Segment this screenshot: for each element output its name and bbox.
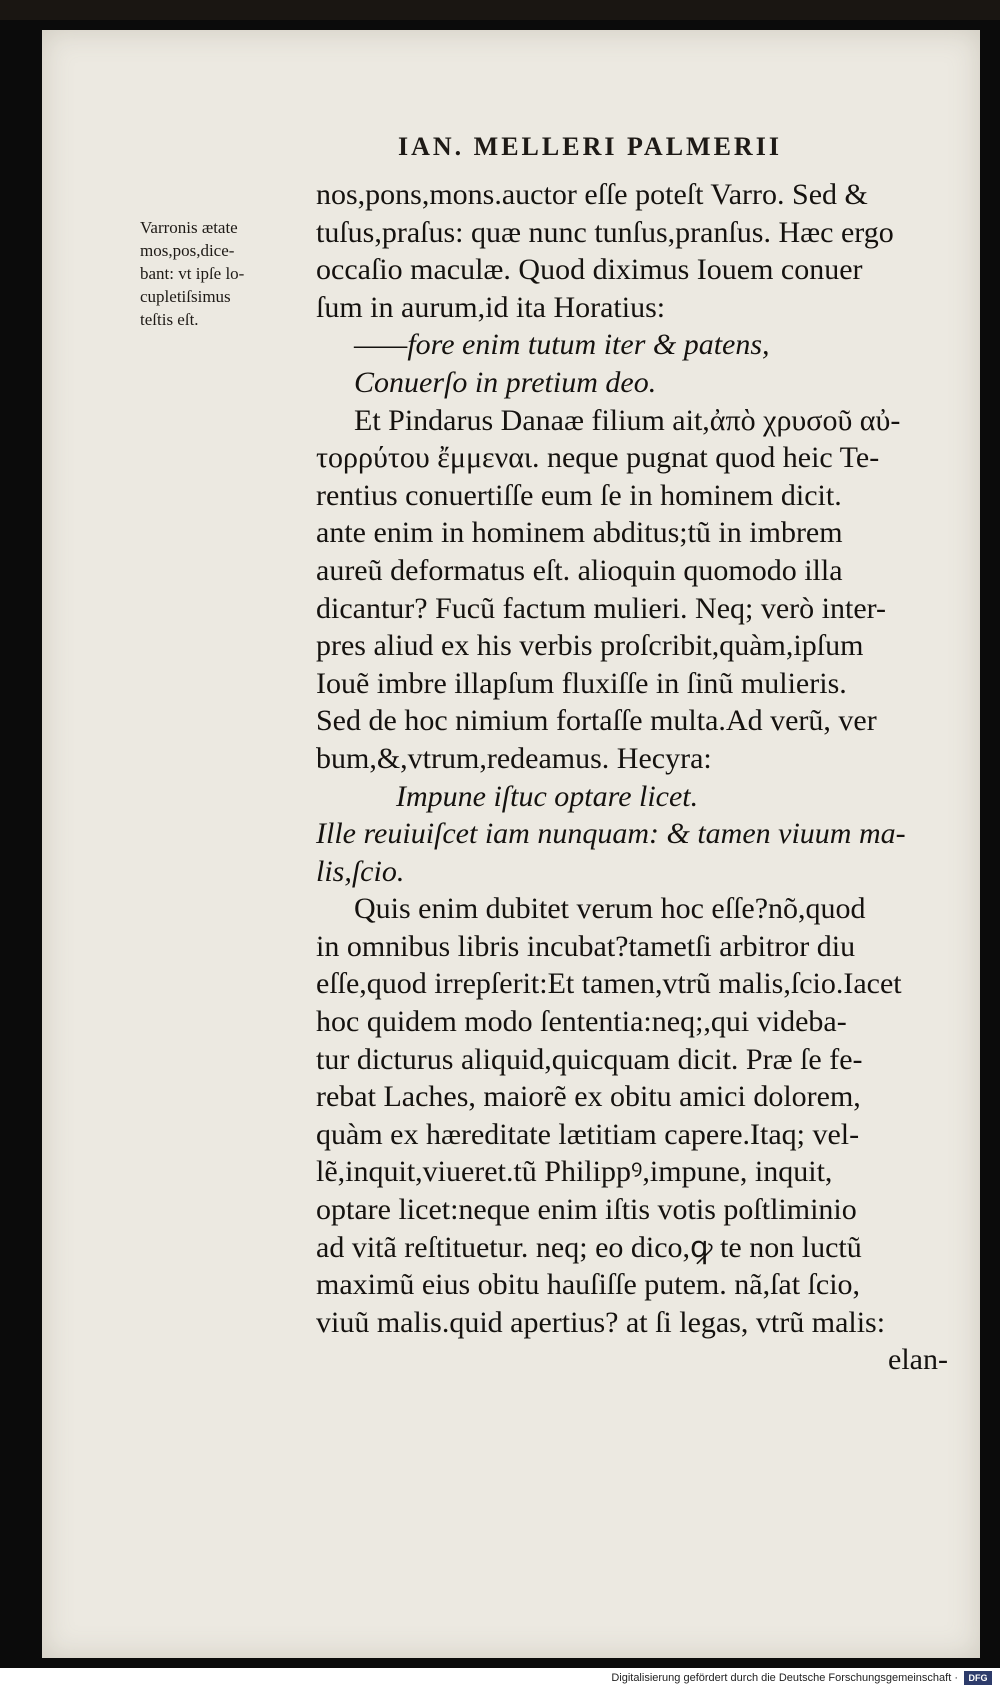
text-line: Iouẽ imbre illapſum fluxiſſe in ſinũ mulieris. — [316, 666, 847, 700]
footer-credit: Digitalisierung gefördert durch die Deutsche Forschungsgemeinschaft · — [611, 1672, 958, 1684]
text-line: bum,&,vtrum,redeamus. Hecyra: — [316, 741, 712, 775]
catchword: elan- — [888, 1343, 948, 1377]
text-line: maximũ eius obitu hauſiſſe putem. nã,ſat ſcio, — [316, 1268, 861, 1302]
text-line: dicantur? Fucũ factum mulieri. Neq; verò inter- — [316, 591, 887, 625]
margin-note-line: Varronis ætate — [140, 218, 238, 237]
margin-note-line: mos,pos,dice- — [140, 241, 235, 260]
text-line: aureũ deformatus eſt. alioquin quomodo illa — [316, 553, 843, 587]
margin-note-line: cupletiſsimus — [140, 287, 231, 306]
text-line: in omnibus libris incubat?tametſi arbitror diu — [316, 929, 856, 963]
verse-line: Impune iſtuc optare licet. — [396, 779, 699, 813]
dfg-logo: DFG — [964, 1671, 992, 1685]
text-line: lẽ,inquit,viueret.tũ Philippꝰ,impune, inquit, — [316, 1155, 833, 1189]
book-top-edge — [0, 0, 1000, 20]
text-line: ante enim in hominem abditus;tũ in imbrem — [316, 516, 843, 550]
verse-line: Ille reuiuiſcet iam nunquam: & tamen viuum ma- — [316, 817, 906, 851]
text-line: rentius conuertiſſe eum ſe in hominem dicit. — [316, 478, 842, 512]
margin-note — [140, 216, 292, 331]
text-line: tuſus,praſus: quæ nunc tunſus,pranſus. Hæc ergo — [316, 215, 894, 249]
text-line: τορρύτου ἔμμεναι. neque pugnat quod heic Te- — [316, 441, 880, 475]
text-line: Et Pindarus Danaæ filium ait,ἀπὸ χρυσοῦ αὐ- — [354, 403, 901, 437]
running-title: IAN. MELLERI PALMERII — [398, 132, 782, 161]
text-line: occaſio maculæ. Quod diximus Iouem conuer — [316, 253, 863, 287]
text-line: ad vitã reſtituetur. neq; eo dico,ꝙ te non luctũ — [316, 1230, 862, 1264]
text-line: viuũ malis.quid apertius? at ſi legas, vtrũ malis: — [316, 1305, 886, 1339]
text-line: tur dicturus aliquid,quicquam dicit. Præ ſe fe- — [316, 1042, 863, 1076]
text-line: Quis enim dubitet verum hoc eſſe?nõ,quod — [354, 892, 866, 926]
text-line: rebat Laches, maiorẽ ex obitu amici dolorem, — [316, 1080, 861, 1114]
verse-line: ——fore enim tutum iter & patens, — [354, 328, 770, 362]
text-line: nos,pons,mons.auctor eſſe poteſt Varro. Sed & — [316, 178, 868, 211]
text-line: eſſe,quod irrepſerit:Et tamen,vtrũ malis,ſcio.Iacet — [316, 967, 902, 1001]
text-line: optare licet:neque enim iſtis votis poſtliminio — [316, 1193, 857, 1227]
verse-line: lis,ſcio. — [316, 854, 405, 888]
margin-note-line: bant: vt ipſe lo- — [140, 264, 245, 283]
text-line: Sed de hoc nimium fortaſſe multa.Ad verũ, ver — [316, 704, 877, 738]
text-line: hoc quidem modo ſententia:neq;,qui videba- — [316, 1005, 847, 1039]
text-line: quàm ex hæreditate lætitiam capere.Itaq; vel- — [316, 1117, 860, 1151]
verse-line: Conuerſo in pretium deo. — [354, 365, 657, 399]
digitization-footer — [0, 1668, 1000, 1690]
text-line: pres aliud ex his verbis proſcribit,quàm,ipſum — [316, 629, 864, 663]
text-line: ſum in aurum,id ita Horatius: — [316, 290, 666, 324]
body-text — [316, 176, 956, 1379]
margin-note-line: teſtis eſt. — [140, 310, 199, 329]
